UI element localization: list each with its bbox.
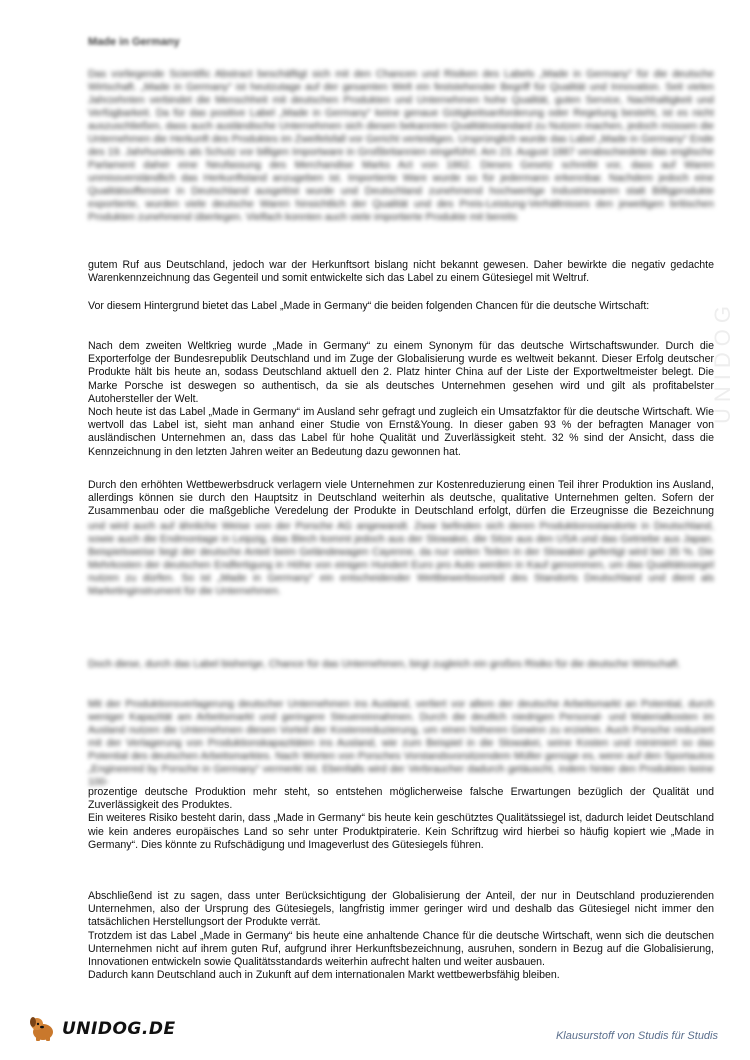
paragraph-origin-end: gutem Ruf aus Deutschland, jedoch war der Herkunftsort bislang nicht bekannt gewesen. Daher bewirkte die negativ gedachte Warenkennzeichnung das Gegenteil und somit entwickelte sich das Label zu einem Gütesiegel mit Weltruf. (88, 259, 714, 285)
paragraph-chances-intro: Vor diesem Hintergrund bietet das Label „Made in Germany“ die beiden folgenden Chancen für die deutsche Wirtschaft: (88, 300, 650, 312)
blurred-porsche-text: und wird auch auf ähnliche Weise von der Porsche AG angewandt. Zwar befinden sich deren Produktionsstandorte in Deutschland, sowie auch die Endmontage in Leipzig, das Blech kommt jedoch aus der Slowakei, die Sitze aus den USA und das Getriebe aus Japan. Beispielsweise liegt der deutsche Anteil beim Geländewagen Cayenne, da nur vielen Teilen in der Slowakei gefertigt wird bei 35 %. Die Mehrkosten der deutschen Endfertigung in Höhe von einigen Hundert Euro pro Auto werden in Kauf genommen, um das Qualitätssiegel nutzen zu dürfen. So ist „Made in Germany“ ein entscheidender Wettbewerbsvorteil des Standorts Deutschland und dient als Marketinginstrument für die Unternehmen. (88, 521, 714, 597)
paragraph-conclusion: Abschließend ist zu sagen, dass unter Berücksichtigung der Globalisierung der Anteil, der nur in Deutschland produzierenden Unternehmen, also der Ursprung des Gütesiegels, langfristig immer geringer wird und deshalb das Gütesiegel nicht immer den tatsächlichen Herstellungsort der Produkte verrät. Trotzdem ist das Label „Made in Germany“ bis heute eine anhaltende Chance für die deutsche Wirtschaft, wenn sich die deutschen Unternehmen nicht auf ihrem guten Ruf, aufgrund ihrer Herkunftsbezeichnung, ausruhen, sondern in Bezug auf die Globalisierung, Innovationen entwickeln sowie Qualitätsstandards weiterhin aufrecht halten und weiter ausbauen. Dadurch kann Deutschland auch in Zukunft auf dem internationalen Markt wettbewerbsfähig bleiben. (88, 890, 714, 982)
paragraph-risks: prozentige deutsche Produktion mehr steht, so entstehen möglicherweise falsche Erwartungen bezüglich der Qualität und Zuverlässigkeit des Produktes. Ein weiteres Risiko besteht darin, dass „Made in Germany“ bis heute kein geschütztes Qualitätssiegel ist, dadurch leidet Deutschland wie kein anderes europäisches Land so sehr unter Produktpiraterie. Kein Schriftzug wird hierbei so häufig kopiert wie „Made in Germany“. Dies könnte zu Rufschädigung und Imageverlust des Gütesiegels führen. (88, 786, 714, 851)
paragraph-chances: Nach dem zweiten Weltkrieg wurde „Made in Germany“ zu einem Synonym für das deutsche Wirtschaftswunder. Durch die Exporterfolge der Bundesrepublik Deutschland und im Zuge der Globalisierung wurde es weltweit bekannt. Dieser Erfolg deutscher Produkte hält bis heute an, sodass Deutschland aktuell den 2. Platz hinter China auf der Liste der Exportweltmeister belegt. Die Marke Porsche ist deswegen so authentisch, da sie als deutsches Unternehmen gesehen wird und gilt als profitabelster Autohersteller der Welt. Noch heute ist das Label „Made in Germany“ im Ausland sehr gefragt und zugleich ein Umsatzfaktor für die deutsche Wirtschaft. Wie wertvoll das Label ist, sieht man anhand einer Studie von Ernst&Young. In dieser gaben 93 % der befragten Manager von ausländischen Unternehmen an, dass das Label für hohe Qualität und Zuverlässigkeit steht. 32 % sind der Ansicht, dass die Kennzeichnung in den letzten Jahren weiter an Bedeutung dazu gewonnen hat. (88, 340, 714, 458)
blurred-intro-text: Das vorliegende Scientific Abstract beschäftigt sich mit den Chancen und Risiken des Labels „Made in Germany“ für die deutsche Wirtschaft. „Made in Germany“ ist heutzutage auf der gesamten Welt ein feststehender Begriff für Qualität und Innovation. Seit vielen Jahrzehnten verbindet die Menschheit mit deutschen Produkten und Unternehmen hohe Qualität, guten Service, Nachhaltigkeit und Verfügbarkeit. Da für das positive Label „Made in Germany“ keine genaue Gütigkeitsanforderung oder Regelung besteht, ist es nicht auszuschließen, dass auch ausländische Unternehmen sich diesen bekannten Qualitätsstandard zu Nutzen machen, jedoch müssen die Unternehmen die Herkunft des Produktes im Zweifelsfall vor Gericht verteidigen. Ursprünglich wurde das Label „Made in Germany“ Ende des 19. Jahrhunderts als Schutz vor billigen Importware in Großbritannien eingeführt. Am 23. August 1887 verabschiedete das englische Parlament daher eine Neufassung des Merchandise Marks Act von 1862. Dieses Gesetz schreibt vor, dass auf Waren unmissverständlich das Herkunftsland anzugeben ist. Importierte Ware wurde so für jedermann erkennbar. Nachdem jedoch eine Qualitätsoffensive in Deutschland ausgelöst wurde und Deutschland zunehmend hochwertige Industriewaren statt Billigprodukte exportierte, wurden viele deutsche Waren hinsichtlich der Qualität und des Preis-Leistung-Verhältnisses den jeweiligen britischen Produkten zunehmend überlegen. Vielfach konnten auch viele importierte Produkte mit bereits (88, 69, 714, 223)
logo-text: UNIDOG.DE (62, 1019, 176, 1039)
blurred-risk-text: Mit der Produktionsverlagerung deutscher Unternehmen ins Ausland, verliert vor allem der deutsche Arbeitsmarkt an Potential, durch weniger Kapazität am Arbeitsmarkt und geringere Steuereinnahmen. Durch die deutlich niedrigen Personal- und Materialkosten im Ausland nutzen die Unternehmen diesen Vorteil der Kostenreduzierung, um einen höheren Gewinn zu erzielen. Auch Porsche reduziert mit der Verlagerung von Produktionskapazitäten ins Ausland, wie zum Beispiel in die Slowakei, seine Kosten und minimiert so das Potential des deutschen Arbeitsmarktes. Nach Worten von Porsches Vorstandsvorsitzendem Müller genüge es, wenn auf den Sportautos „Engineered by Porsche in Germany“ vermerkt ist. Ebenfalls wird der Verbraucher dadurch getäuscht, indem hinter den Produkten keine 100- (88, 699, 714, 788)
footer-tagline: Klausurstoff von Studis für Studis (555, 1030, 718, 1042)
watermark: UNIDOG (710, 300, 735, 424)
blurred-risk-intro: Doch diese, durch das Label bisherige, Chance für das Unternehmen, birgt zugleich ein großes Risiko für die deutsche Wirtschaft. (88, 659, 681, 670)
unidog-logo[interactable] (28, 1016, 176, 1042)
paragraph-production: Durch den erhöhten Wettbewerbsdruck verlagern viele Unternehmen zur Kostenreduzierung einen Teil ihrer Produktion ins Ausland, allerdings können sie durch den Hauptsitz in Deutschland weiterhin als deutsche, qualitative Unternehmen gelten. Sofern der Zusammenbau oder die maßgebliche Veredelung der Produkte in Deutschland erfolgt, dürfen die Erzeugnisse die Bezeichnung (88, 479, 714, 518)
document-title: Made in Germany (88, 36, 180, 48)
dog-icon (28, 1016, 58, 1042)
